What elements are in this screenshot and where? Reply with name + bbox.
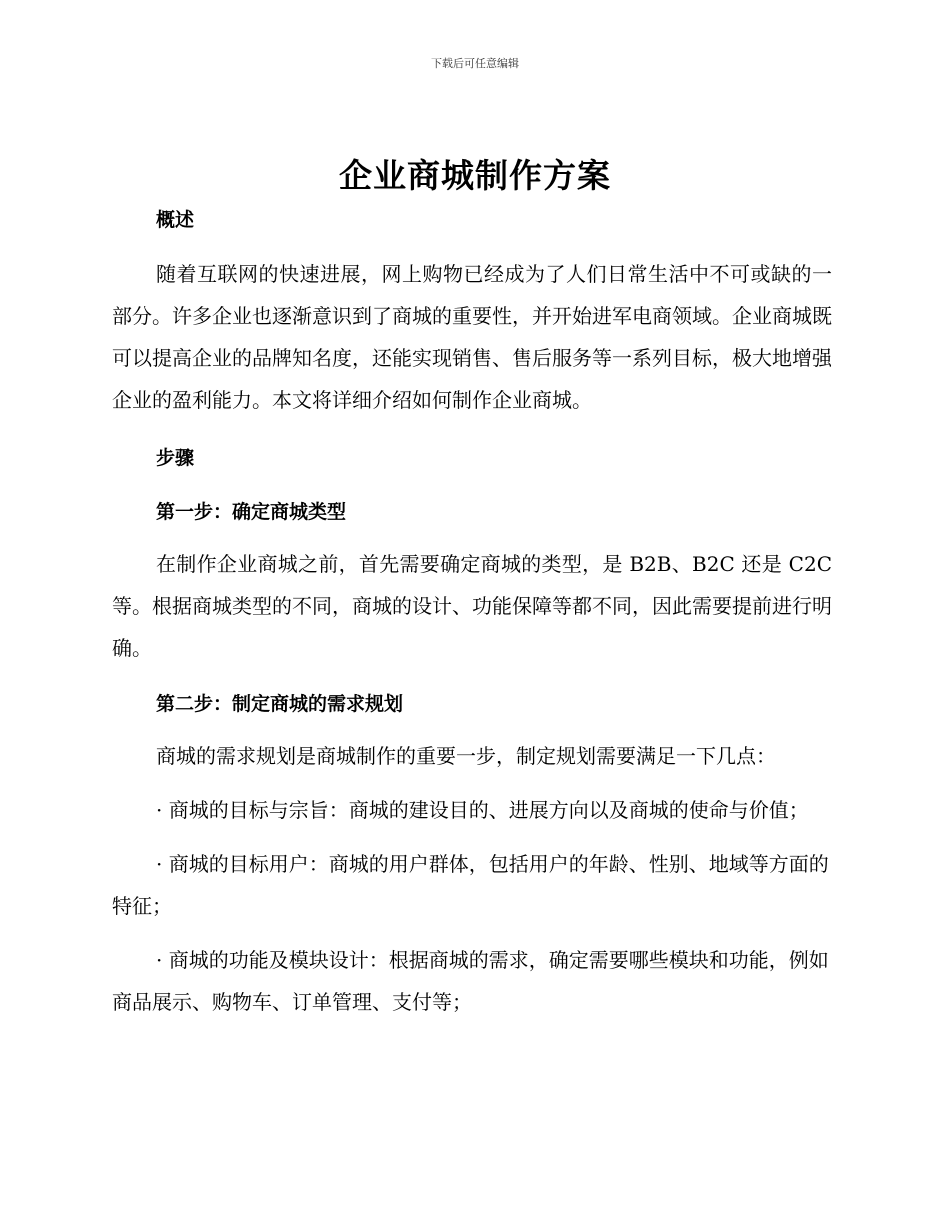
bullet-item-users: · 商城的目标用户：商城的用户群体，包括用户的年龄、性别、地域等方面的特征；: [112, 852, 829, 918]
header-note: 下载后可任意编辑: [431, 57, 519, 70]
paragraph-overview: 随着互联网的快速进展，网上购物已经成为了人们日常生活中不可或缺的一部分。许多企业也逐渐意识到了商城的重要性，并开始进军电商领域。企业商城既可以提高企业的品牌知名度，还能实现销售、售后服务等一系列目标，极大地增强企业的盈利能力。本文将详细介绍如何制作企业商城。: [112, 262, 832, 412]
heading-step-1: 第一步：确定商城类型: [156, 501, 347, 523]
page-title: 企业商城制作方案: [339, 156, 611, 195]
heading-overview: 概述: [156, 209, 195, 231]
bullet-item-modules: · 商城的功能及模块设计：根据商城的需求，确定需要哪些模块和功能，例如商品展示、购物车、订单管理、支付等；: [112, 948, 829, 1014]
heading-steps: 步骤: [156, 447, 195, 469]
paragraph-step-1: 在制作企业商城之前，首先需要确定商城的类型，是 B2B、B2C 还是 C2C 等。根据商城类型的不同，商城的设计、功能保障等都不同，因此需要提前进行明确。: [112, 552, 832, 660]
bullet-item-goals: · 商城的目标与宗旨：商城的建设目的、进展方向以及商城的使命与价值；: [156, 798, 809, 822]
document-body: [112, 205, 832, 1023]
heading-step-2: 第二步：制定商城的需求规划: [156, 693, 404, 715]
paragraph-step-2: 商城的需求规划是商城制作的重要一步，制定规划需要满足一下几点：: [156, 744, 776, 768]
